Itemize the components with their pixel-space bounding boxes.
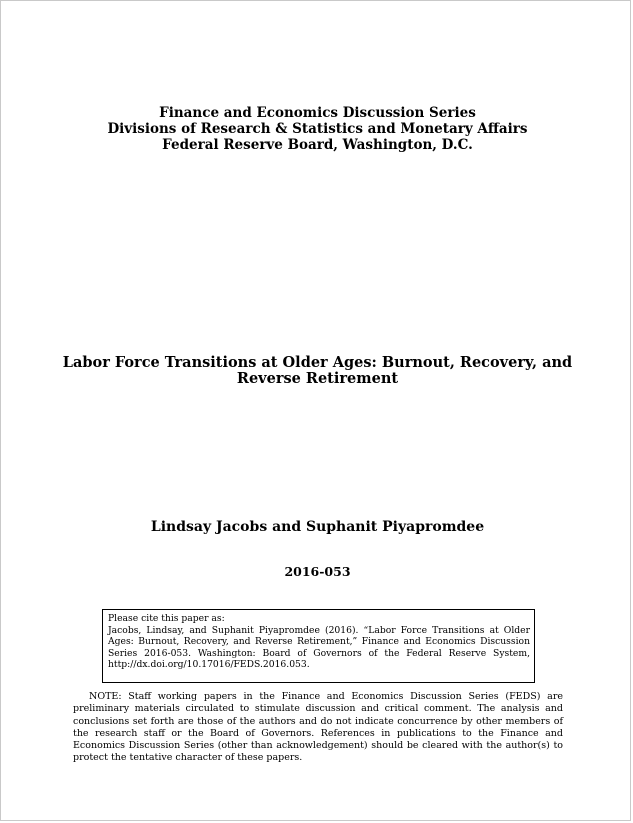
series-header <box>1 105 633 153</box>
series-divisions: Divisions of Research & Statistics and Monetary Affairs <box>107 121 528 137</box>
citation-box <box>102 609 535 683</box>
citation-text: Jacobs, Lindsay, and Suphanit Piyapromdee (2016). “Labor Force Transitions at Older Ages: Burnout, Recovery, and Reverse Retirement,” Finance and Economics Discussion Series 2016-053. Washington: Board of Governors of the Federal Reserve System, http://dx.doi.org/10.17016/FEDS.2016.053. <box>108 624 530 671</box>
citation-heading: Please cite this paper as: <box>108 613 225 624</box>
series-name: Finance and Economics Discussion Series <box>159 105 476 121</box>
series-institution: Federal Reserve Board, Washington, D.C. <box>162 137 473 153</box>
disclaimer-note: NOTE: Staff working papers in the Finance and Economics Discussion Series (FEDS) are preliminary materials circulated to stimulate discussion and critical comment. The analysis and conclusions set forth are those of the authors and do not indicate concurrence by other members of the research staff or the Board of Governors. References in publications to the Finance and Economics Discussion Series (other than acknowledgement) should be cleared with the author(s) to protect the tentative character of these papers. <box>73 691 563 764</box>
paper-authors: Lindsay Jacobs and Suphanit Piyapromdee <box>150 519 485 535</box>
paper-number: 2016-053 <box>284 564 351 579</box>
paper-title: Labor Force Transitions at Older Ages: Burnout, Recovery, and Reverse Retirement <box>62 354 573 387</box>
